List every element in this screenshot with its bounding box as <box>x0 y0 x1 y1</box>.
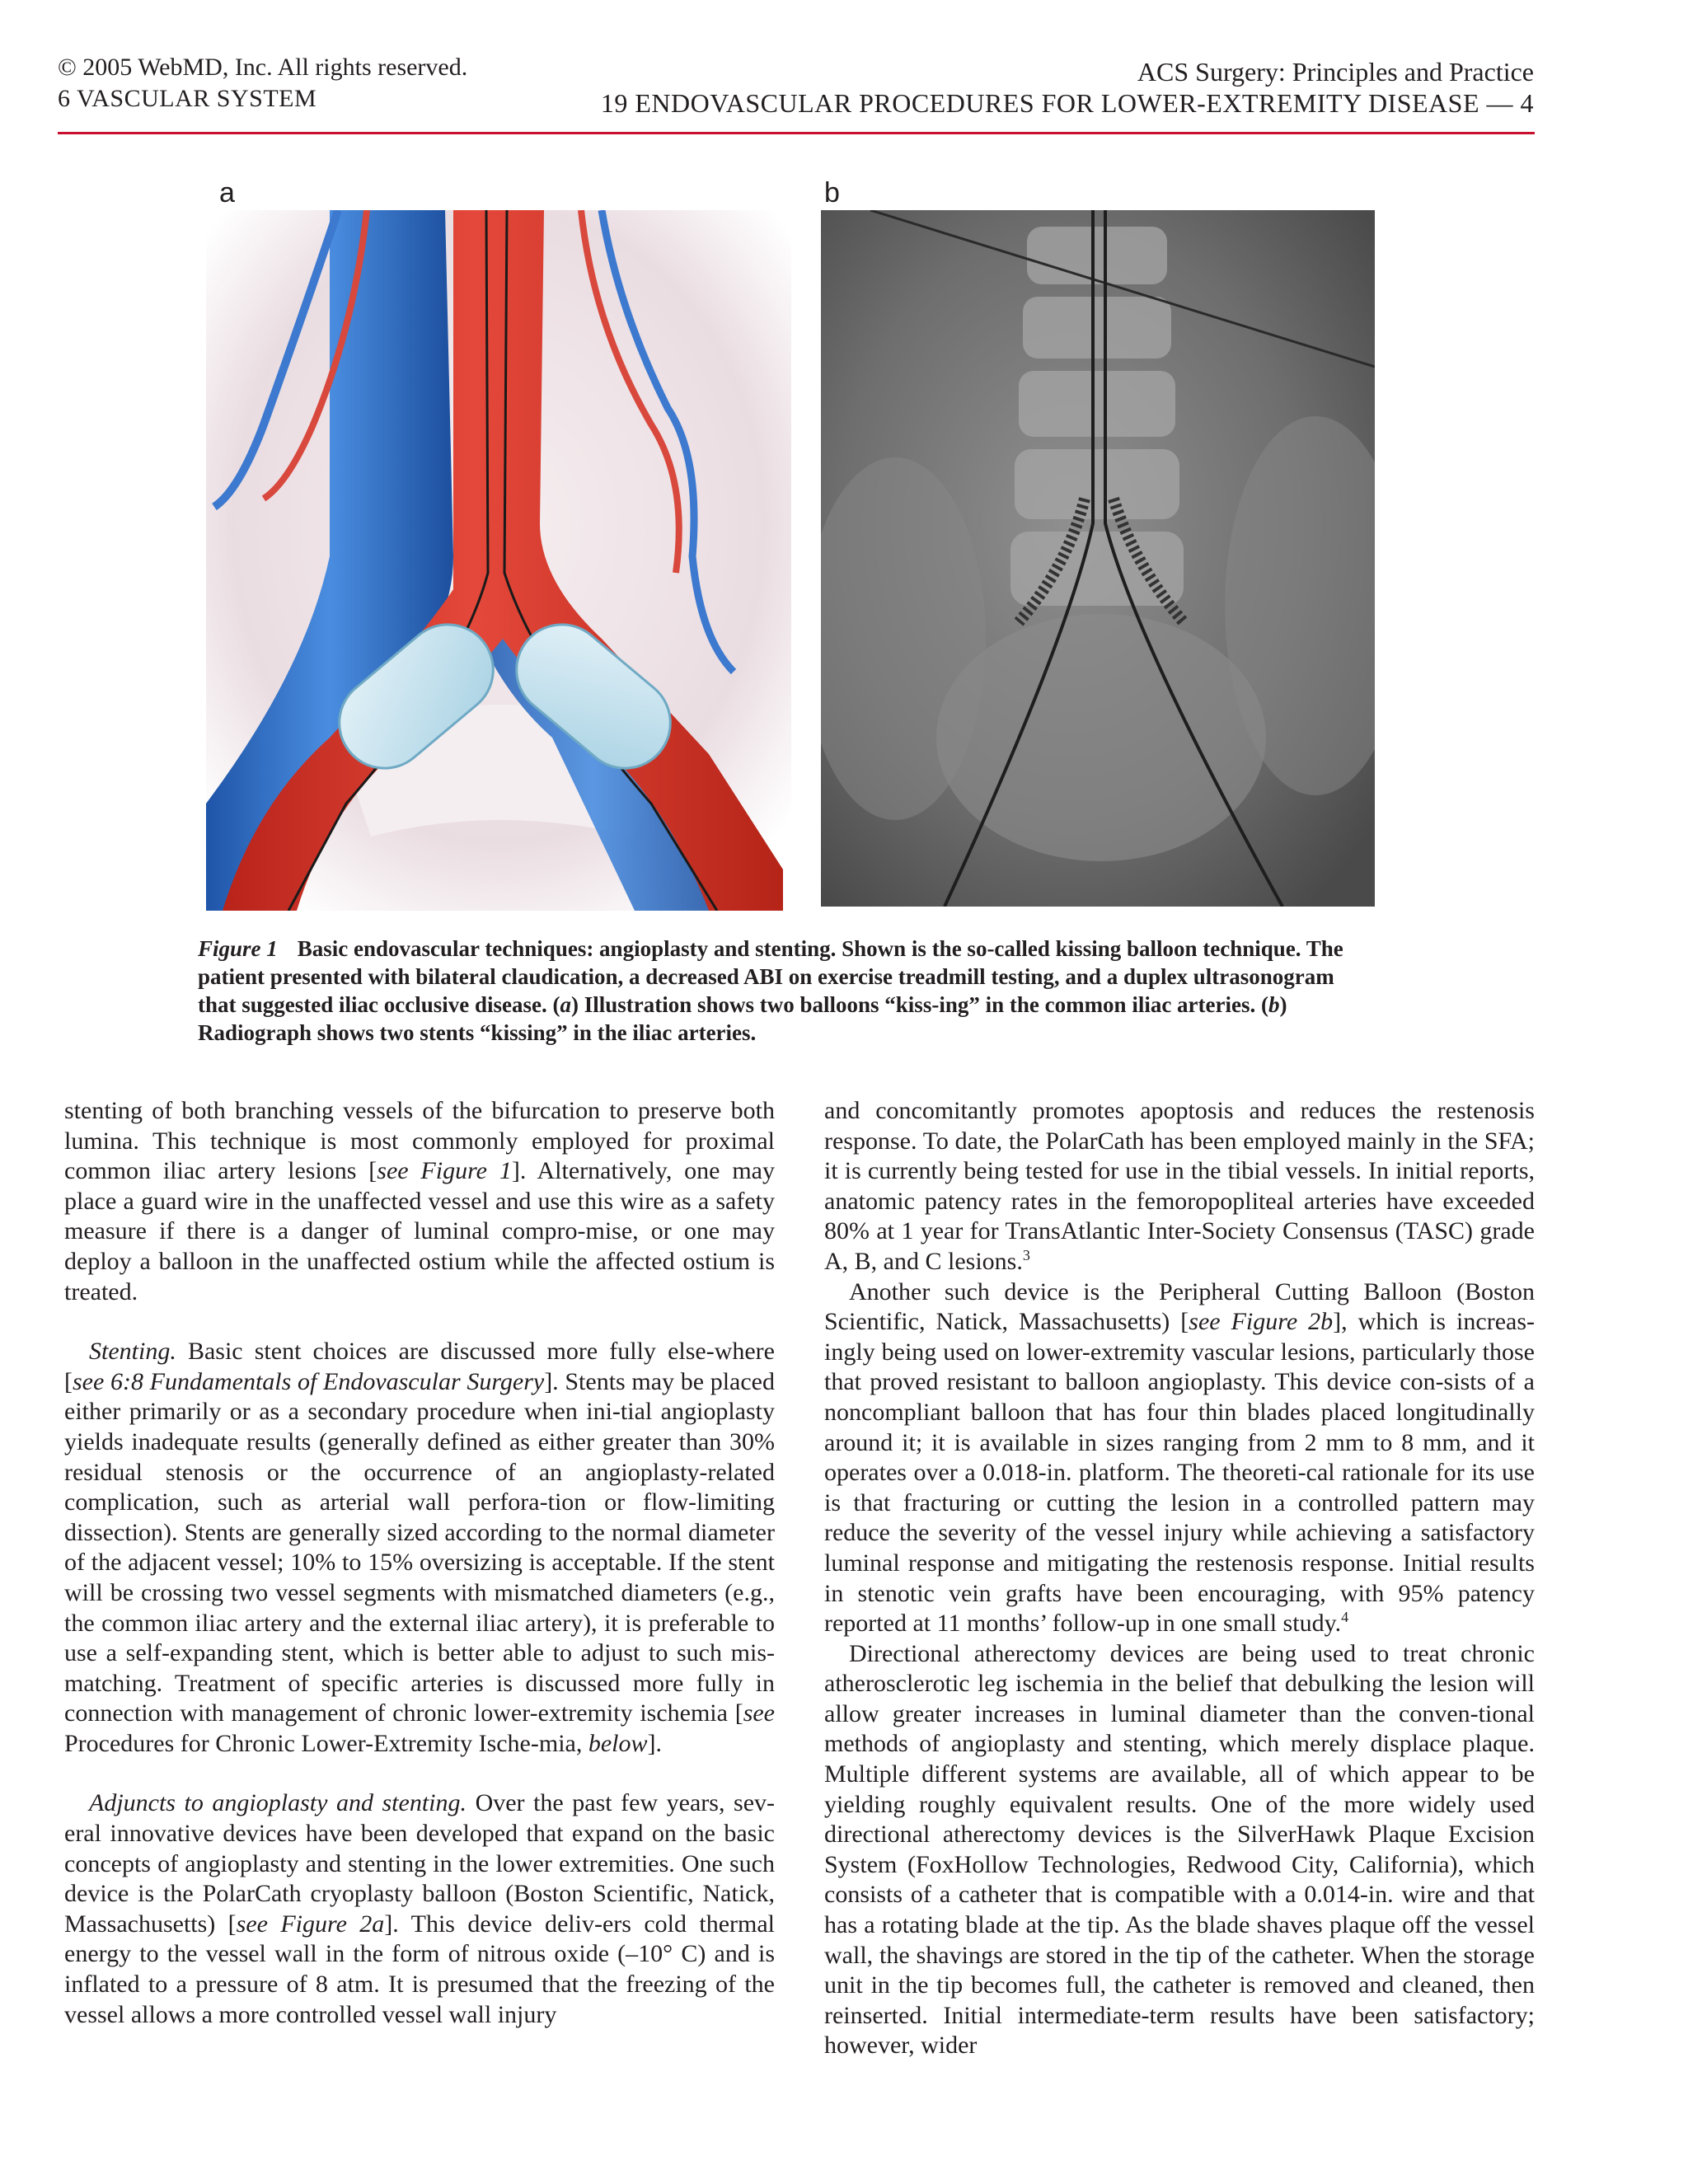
caption-text-3: ) Radiograph shows two stents “kissing” in the iliac arteries. <box>198 992 1287 1045</box>
figure-caption <box>198 935 1368 1047</box>
sacrum-shadow <box>936 614 1266 861</box>
text-run: ], which is increas-ingly being used on lower-extremity vascular lesions, particularly those that proved resistant to balloon angioplasty. This device con-sists of a noncompliant balloon that has four thin blades placed longitudinally around it; it is available in sizes ranging from 2 mm to 8 mm, and it operates over a 0.018-in. platform. The theoreti-cal rationale for its use is that fracturing or cutting the lesion in a controlled pattern may reduce the severity of the vessel injury while achieving a satisfactory luminal response and mitigating the restenosis response. Initial results in stenotic vein grafts have been encouraging, with 95% patency reported at 11 months’ follow-up in one small study. <box>824 1308 1535 1638</box>
text-run: Over the past few years, sev-eral innovative devices have been developed that expand on the basic concepts of angioplasty and stenting in the lower extremities. One such device is the PolarCath cryoplasty balloon (Boston Scientific, Natick, Massachusetts) [ <box>64 1789 775 1938</box>
figure-reference: see Figure 2b <box>1189 1308 1334 1336</box>
page-header <box>0 0 1688 140</box>
text-run: ]. This device deliv-ers cold thermal energy to the vessel wall in the form of nitrous oxide (–10° C) and is inflated to a pressure of 8 atm. It is presumed that the freezing of the vessel allows a more controlled vessel wall injury <box>64 1910 775 2028</box>
copyright-notice: © 2005 WebMD, Inc. All rights reserved. <box>58 54 468 81</box>
text-run: ]. Stents may be placed either primarily or as a secondary procedure when ini-tial angioplasty yields inadequate results (generally defined as either greater than 30% residual stenosis or the occurrence of an angioplasty-related complication, such as arterial wall perfora-tion or flow-limiting dissection). Stents are generally sized according to the normal diameter of the adjacent vessel; 10% to 15% oversizing is acceptable. If the stent will be crossing two vessel segments with mismatched diameters (e.g., the common iliac artery and the external iliac artery), it is preferable to use a self-expanding stent, which is better able to adjust to such mis-matching. Treatment of specific arteries is discussed more fully in connection with management of chronic lower-extremity ischemia [ <box>64 1367 775 1727</box>
below-reference: below <box>588 1729 648 1757</box>
citation-superscript: 4 <box>1341 1609 1349 1626</box>
text-run: ]. Alternatively, one may place a guard wire in the unaffected vessel and use this wire as a safety measure if there is a danger of luminal compro-mise, or one may deploy a balloon in the unaffected ostium while the affected ostium is treated. <box>64 1157 775 1305</box>
text-run: stenting of both branching vessels of the bifurcation to preserve both lumina. This technique is most commonly employed for proximal common iliac artery lesions [ <box>64 1097 775 1185</box>
paragraph-adjuncts <box>64 1788 775 2030</box>
right-column <box>824 1096 1535 2061</box>
text-run: Another such device is the Peripheral Cutting Balloon (Boston Scientific, Natick, Massachusetts) [ <box>824 1277 1535 1336</box>
left-column <box>64 1096 775 2030</box>
paragraph <box>64 1096 775 1307</box>
chapter-reference: see 6:8 Fundamentals of Endovascular Surgery <box>73 1367 545 1395</box>
stenting-heading: Stenting. <box>89 1338 176 1366</box>
caption-ref-b: b <box>1268 992 1280 1017</box>
citation-superscript: 3 <box>1022 1246 1030 1263</box>
paragraph-cutting-balloon <box>824 1277 1535 1639</box>
paragraph-stenting <box>64 1337 775 1759</box>
paragraph-atherectomy <box>824 1639 1535 2061</box>
text-run: Basic stent choices are discussed more fully else-where [ <box>64 1338 775 1395</box>
caption-text-2: ) Illustration shows two balloons “kiss-ing” in the common iliac arteries. ( <box>570 992 1268 1017</box>
section-title: 6 VASCULAR SYSTEM <box>58 85 317 112</box>
text-run: ]. <box>647 1729 663 1757</box>
text-run: Directional atherectomy devices are being used to treat chronic atherosclerotic leg ischemia in the belief that debulking the lesion will allow greater increases in luminal diameter than the conven-tional methods of angioplasty and stenting, which merely displace plaque. Multiple different systems are available, all of which appear to be yielding roughly equivalent results. One of the more widely used directional atherectomy devices is the SilverHawk Plaque Excision System (FoxHollow Technologies, Redwood City, California), which consists of a catheter that is compatible with a 0.014-in. wire and that has a rotating blade at the tip. As the blade shaves plaque off the vessel wall, the shavings are stored in the tip of the catheter. When the storage unit in the tip becomes full, the catheter is removed and cleaned, then reinserted. Initial intermediate-term results have been satisfactory; however, wider <box>824 1639 1535 2060</box>
figure-reference: see Figure 1 <box>377 1157 512 1185</box>
panel-label-b: b <box>824 177 840 209</box>
header-right <box>601 56 1534 119</box>
text-run: and concomitantly promotes apoptosis and reduces the restenosis response. To date, the PolarCath has been employed mainly in the SFA; it is currently being tested for use in the tibial vessels. In initial reports, anatomic patency rates in the femoropopliteal arteries have exceeded 80% at 1 year for TransAtlantic Inter-Society Consensus (TASC) grade A, B, and C lesions. <box>824 1097 1535 1275</box>
caption-text-1: Basic endovascular techniques: angioplasty and stenting. Shown is the so-called kissing balloon technique. The patient presented with bilateral claudication, a decreased ABI on exercise treadmill testing, and a duplex ultrasonogram that suggested iliac occlusive disease. ( <box>198 936 1343 1017</box>
kissing-balloon-illustration <box>206 210 791 911</box>
header-left <box>58 53 467 114</box>
paragraph <box>824 1096 1535 1277</box>
adjuncts-heading: Adjuncts to angioplasty and stenting. <box>89 1789 467 1817</box>
caption-ref-a: a <box>560 992 571 1017</box>
see-reference: see <box>743 1699 775 1727</box>
book-title: ACS Surgery: Principles and Practice <box>1137 57 1534 87</box>
text-run: Procedures for Chronic Lower-Extremity Ische-mia, <box>64 1729 588 1757</box>
chapter-title: 19 ENDOVASCULAR PROCEDURES FOR LOWER-EXTREMITY DISEASE — 4 <box>600 88 1534 118</box>
stent-radiograph <box>821 210 1375 907</box>
header-rule <box>58 132 1535 134</box>
figure-reference: see Figure 2a <box>236 1910 385 1938</box>
figure-number: Figure 1 <box>198 936 278 961</box>
panel-label-a: a <box>219 177 235 209</box>
